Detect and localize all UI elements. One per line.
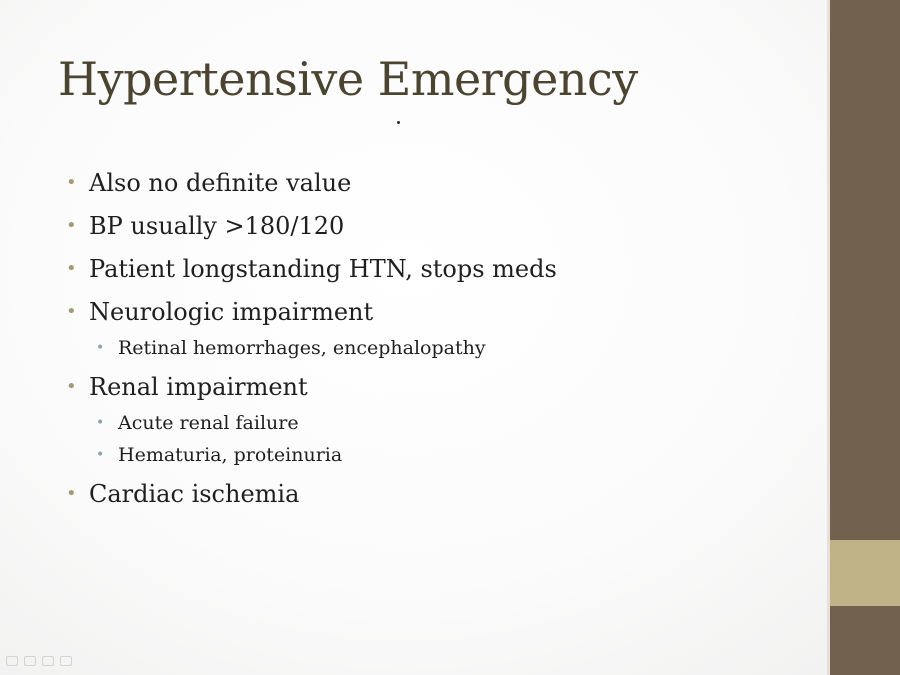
bullet-marker: • [66, 483, 77, 504]
bullet-item [66, 477, 806, 511]
bullet-item [66, 370, 806, 404]
bullet-list [66, 166, 806, 520]
sub-bullet-marker: • [96, 447, 105, 463]
previous-slide-icon[interactable] [6, 656, 18, 666]
mouse-pointer-dot [397, 121, 400, 124]
decorative-sidebar-accent [830, 540, 900, 606]
sub-bullet-item [66, 441, 806, 469]
sub-bullet-text: Hematuria, proteinuria [118, 444, 343, 466]
next-slide-icon[interactable] [60, 656, 72, 666]
bullet-item [66, 166, 806, 200]
bullet-item [66, 209, 806, 243]
bullet-text: Also no definite value [89, 169, 352, 197]
bullet-text: Patient longstanding HTN, stops meds [89, 255, 557, 283]
bullet-text: Renal impairment [89, 373, 308, 401]
bullet-text: BP usually >180/120 [89, 212, 345, 240]
sub-bullet-item [66, 409, 806, 437]
bullet-marker: • [66, 258, 77, 279]
bullet-item [66, 295, 806, 329]
sub-bullet-text: Retinal hemorrhages, encephalopathy [118, 337, 486, 359]
bullet-text: Cardiac ischemia [89, 480, 300, 508]
slideshow-toolbar[interactable] [6, 656, 72, 666]
bullet-marker: • [66, 172, 77, 193]
bullet-item [66, 252, 806, 286]
bullet-marker: • [66, 301, 77, 322]
sub-bullet-marker: • [96, 340, 105, 356]
slide-title: Hypertensive Emergency [58, 52, 638, 106]
bullet-text: Neurologic impairment [89, 298, 374, 326]
sub-bullet-item [66, 334, 806, 362]
bullet-marker: • [66, 376, 77, 397]
sub-bullet-marker: • [96, 415, 105, 431]
sub-bullet-text: Acute renal failure [118, 412, 299, 434]
slide-menu-icon[interactable] [42, 656, 54, 666]
bullet-marker: • [66, 215, 77, 236]
pen-icon[interactable] [24, 656, 36, 666]
